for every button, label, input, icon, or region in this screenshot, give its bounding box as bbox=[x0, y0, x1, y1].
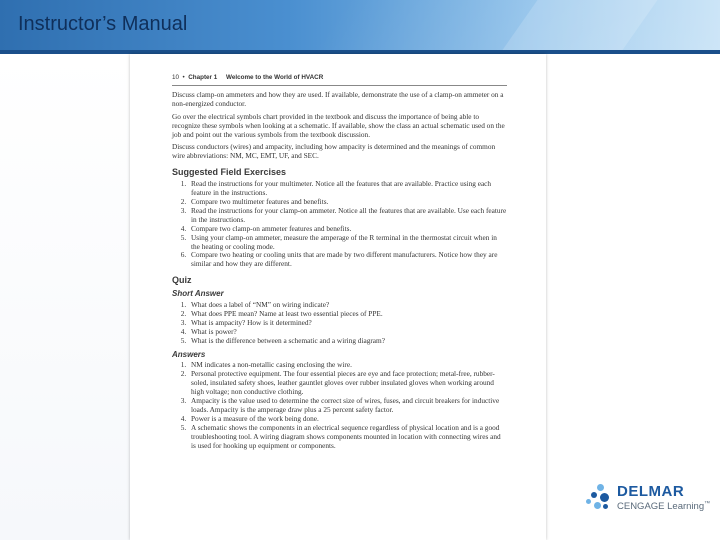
quiz-heading: Quiz bbox=[172, 275, 192, 286]
running-head: 10 • Chapter 1 Welcome to the World of HVACR bbox=[172, 74, 507, 86]
field-exercises-list bbox=[172, 180, 507, 269]
intro-paragraph: Discuss conductors (wires) and ampacity, including how ampacity is determined and the meanings of common wire abbreviations: NM, MC, EMT, UF, and SEC. bbox=[172, 142, 496, 161]
list-item: 2. What does PPE mean? Name at least two essential pieces of PPE. bbox=[188, 310, 507, 319]
logo-subtitle bbox=[617, 501, 710, 512]
intro-paragraph: Go over the electrical symbols chart provided in the textbook and discuss the importance of being able to recognize these symbols when looking at a schematic. If available, show the class an actual schematic used on the job and point out the various symbols from the textbook discussion. bbox=[172, 111, 505, 139]
document-page bbox=[130, 54, 546, 540]
chapter-label: Chapter 1 bbox=[188, 74, 218, 81]
list-item: 6. Compare two heating or cooling units that are made by two different manufacturers. Notice how they are similar and how they are different. bbox=[188, 251, 507, 269]
delmar-cengage-logo bbox=[584, 482, 714, 516]
list-item: 2. Personal protective equipment. The four essential pieces are eye and face protection; metal-free, rubber-soled, insulated safety shoes, leather gauntlet gloves over rubber insulated gloves when working around high voltage; non conductive clothing. bbox=[188, 370, 507, 397]
chapter-title: Welcome to the World of HVACR bbox=[226, 74, 324, 81]
left-margin bbox=[0, 54, 130, 540]
list-item: 4. Power is a measure of the work being done. bbox=[188, 415, 507, 424]
intro-paragraph: Discuss clamp-on ammeters and how they are used. If available, demonstrate the use of a clamp-on ammeter on a non-energized conductor. bbox=[172, 89, 504, 108]
list-item: 1. What does a label of “NM” on wiring indicate? bbox=[188, 301, 507, 310]
logo-subtitle-text: CENGAGE Learning bbox=[617, 501, 705, 513]
logo-name: DELMAR bbox=[617, 483, 685, 500]
logo-tm: ™ bbox=[704, 501, 711, 507]
answers-list bbox=[172, 361, 507, 450]
short-answer-heading: Short Answer bbox=[172, 289, 224, 299]
list-item: 5. Using your clamp-on ammeter, measure the amperage of the R terminal in the thermostat circuit when in the heating or cooling mode. bbox=[188, 234, 507, 252]
list-item: 3. Read the instructions for your clamp-on ammeter. Notice all the features that are available. Use each feature in the instructions. bbox=[188, 207, 507, 225]
list-item: 4. What is power? bbox=[188, 328, 507, 337]
logo-mark-icon bbox=[584, 482, 614, 512]
list-item: 3. Ampacity is the value used to determine the correct size of wires, fuses, and circuit breakers for inductive loads. Ampacity is the amperage draw plus a 25 percent safety factor. bbox=[188, 397, 507, 415]
list-item: 1. NM indicates a non-metallic casing enclosing the wire. bbox=[188, 361, 507, 370]
list-item: 4. Compare two clamp-on ammeter features and benefits. bbox=[188, 225, 507, 234]
header-banner bbox=[0, 0, 720, 50]
page-content bbox=[172, 74, 507, 451]
answers-heading: Answers bbox=[172, 349, 206, 359]
page-number: 10 bbox=[172, 74, 180, 81]
list-item: 5. A schematic shows the components in an electrical sequence regardless of physical location and is a good troubleshooting tool. A wiring diagram shows components mounted in location with connecting wires and is used for hooking up equipment or components. bbox=[188, 424, 507, 451]
list-item: 3. What is ampacity? How is it determined? bbox=[188, 319, 507, 328]
list-item: 1. Read the instructions for your multimeter. Notice all the features that are available. Practice using each feature in the instructions. bbox=[188, 180, 507, 198]
list-item: 2. Compare two multimeter features and benefits. bbox=[188, 198, 507, 207]
slide-title: Instructor’s Manual bbox=[18, 13, 188, 35]
field-exercises-heading: Suggested Field Exercises bbox=[172, 167, 287, 178]
questions-list bbox=[172, 301, 507, 346]
list-item: 5. What is the difference between a schematic and a wiring diagram? bbox=[188, 337, 507, 346]
